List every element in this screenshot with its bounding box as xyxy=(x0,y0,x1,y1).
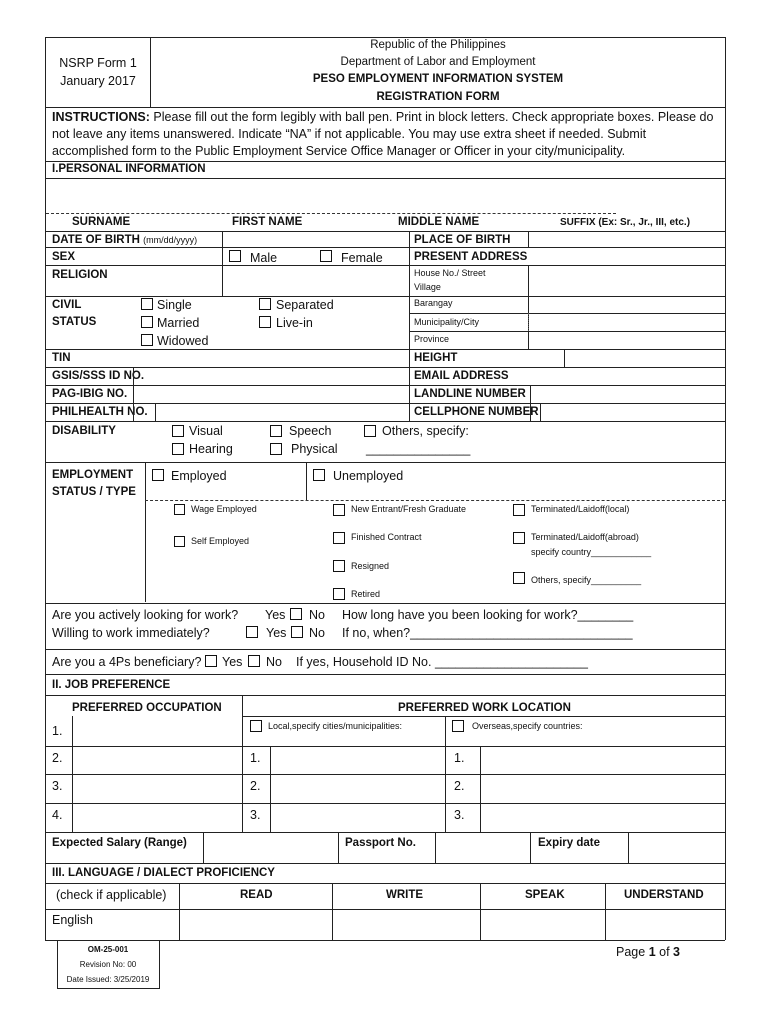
label-expected-salary: Expected Salary (Range) xyxy=(52,837,187,849)
checkbox-overseas[interactable] xyxy=(452,720,464,732)
system-heading: PESO EMPLOYMENT INFORMATION SYSTEM xyxy=(312,73,564,85)
checkbox-employed[interactable] xyxy=(152,469,164,481)
rule xyxy=(45,385,725,386)
question-if-no-when[interactable]: If no, when?________________________________ xyxy=(342,626,633,640)
label-married: Married xyxy=(157,316,200,330)
checkbox-self-employed[interactable] xyxy=(174,536,185,547)
page-total: 3 xyxy=(673,945,680,959)
checkbox-finished-contract[interactable] xyxy=(333,532,345,544)
label-unemployed: Unemployed xyxy=(333,469,404,483)
label-village: Village xyxy=(414,282,441,292)
occupation-row-4-number: 4. xyxy=(52,808,63,822)
rule xyxy=(45,746,725,747)
checkbox-hearing[interactable] xyxy=(172,443,184,455)
checkbox-married[interactable] xyxy=(141,316,153,328)
col-divider xyxy=(306,462,307,500)
label-landline: LANDLINE NUMBER xyxy=(414,388,526,400)
label-province: Province xyxy=(414,334,450,344)
label-present-address: PRESENT ADDRESS xyxy=(414,251,528,263)
overseas-row-1-number: 1. xyxy=(454,751,465,765)
checkbox-employment-others[interactable] xyxy=(513,572,525,584)
republic-heading: Republic of the Philippines xyxy=(370,39,506,51)
label-live-in: Live-in xyxy=(276,316,313,330)
header-speak: SPEAK xyxy=(525,889,565,901)
instructions-line2: not leave any items unanswered. Indicate “NA” if not applicable. You may use extra sheet if needed. Submit xyxy=(52,127,647,141)
label-religion: RELIGION xyxy=(52,269,108,281)
rule xyxy=(45,403,725,404)
checkbox-4ps-yes[interactable] xyxy=(205,655,217,667)
rule xyxy=(45,349,725,350)
label-dob-text: DATE OF BIRTH xyxy=(52,234,140,246)
header-write: WRITE xyxy=(386,889,424,901)
checkbox-local[interactable] xyxy=(250,720,262,732)
col-divider xyxy=(605,883,606,940)
rule xyxy=(45,367,725,368)
checkbox-live-in[interactable] xyxy=(259,316,271,328)
occupation-row-2-number: 2. xyxy=(52,751,63,765)
question-willing: Willing to work immediately? xyxy=(52,626,210,640)
rule xyxy=(45,231,725,232)
col-divider xyxy=(179,883,180,940)
col-divider xyxy=(528,265,529,349)
label-pag-ibig: PAG-IBIG NO. xyxy=(52,388,128,400)
rule xyxy=(45,178,725,179)
label-local: Local,specify cities/municipalities: xyxy=(268,721,403,731)
col-divider xyxy=(203,832,204,863)
checkbox-terminated-abroad[interactable] xyxy=(513,532,525,544)
label-self-employed: Self Employed xyxy=(191,536,250,546)
rule xyxy=(409,313,725,314)
name-fill-line xyxy=(46,213,616,214)
label-finished-contract: Finished Contract xyxy=(351,532,422,542)
checkbox-separated[interactable] xyxy=(259,298,271,310)
label-specify-country[interactable]: specify country____________ xyxy=(531,547,652,557)
date-issued: Date Issued: 3/25/2019 xyxy=(66,975,150,984)
checkbox-female[interactable] xyxy=(320,250,332,262)
header-read: READ xyxy=(240,889,273,901)
col-divider xyxy=(435,832,436,863)
label-house-no: House No./ Street xyxy=(414,268,486,278)
col-divider xyxy=(540,403,541,421)
checkbox-resigned[interactable] xyxy=(333,560,345,572)
col-divider xyxy=(480,883,481,940)
col-divider xyxy=(133,367,134,421)
occupation-row-3-number: 3. xyxy=(52,779,63,793)
label-check-if-applicable: (check if applicable) xyxy=(56,888,167,902)
dotted-divider xyxy=(528,313,529,331)
disability-others-line[interactable]: _______________ xyxy=(366,442,471,456)
rule xyxy=(45,247,725,248)
label-gsis-sss: GSIS/SSS ID NO. xyxy=(52,370,145,382)
label-first-name: FIRST NAME xyxy=(232,216,303,228)
rule xyxy=(45,462,725,463)
checkbox-male[interactable] xyxy=(229,250,241,262)
checkbox-new-entrant[interactable] xyxy=(333,504,345,516)
col-divider xyxy=(530,832,531,863)
col-divider xyxy=(270,746,271,832)
rule xyxy=(409,331,725,332)
label-passport: Passport No. xyxy=(345,837,416,849)
checkbox-retired[interactable] xyxy=(333,588,345,600)
household-id-field[interactable]: If yes, Household ID No. ______________________ xyxy=(296,655,588,669)
checkbox-4ps-no[interactable] xyxy=(248,655,260,667)
label-sex: SEX xyxy=(52,251,76,263)
rule xyxy=(45,909,725,910)
document-code: OM-25-001 xyxy=(87,945,129,954)
rule xyxy=(45,774,725,775)
rule xyxy=(45,265,725,266)
local-row-2-number: 2. xyxy=(250,779,261,793)
checkbox-willing-no[interactable] xyxy=(291,626,303,638)
local-row-3-number: 3. xyxy=(250,808,261,822)
col-divider xyxy=(480,746,481,832)
label-preferred-occupation: PREFERRED OCCUPATION xyxy=(72,702,222,714)
question-looking: Are you actively looking for work? xyxy=(52,608,239,622)
label-widowed: Widowed xyxy=(157,334,209,348)
language-row-english: English xyxy=(52,913,93,927)
col-divider xyxy=(222,231,223,296)
label-disability-others: Others, specify: xyxy=(382,424,469,438)
label-4ps-yes: Yes xyxy=(222,655,243,669)
checkbox-physical[interactable] xyxy=(270,443,282,455)
instructions-line1: Please fill out the form legibly with ball pen. Print in block letters. Check appropriate boxes. Please do xyxy=(153,110,714,124)
rule xyxy=(45,674,725,675)
label-retired: Retired xyxy=(351,589,381,599)
col-divider xyxy=(338,832,339,863)
label-disability: DISABILITY xyxy=(52,425,116,437)
rule xyxy=(45,296,725,297)
checkbox-terminated-local[interactable] xyxy=(513,504,525,516)
label-terminated-local: Terminated/Laidoff(local) xyxy=(531,504,630,514)
page-of: of xyxy=(659,945,670,959)
checkbox-willing-yes[interactable] xyxy=(246,626,258,638)
page-label: Page xyxy=(616,945,646,959)
form-number: NSRP Form 1 xyxy=(59,56,137,70)
label-employment: EMPLOYMENT xyxy=(52,469,134,481)
instructions xyxy=(52,111,713,124)
label-physical: Physical xyxy=(291,442,338,456)
label-status-type: STATUS / TYPE xyxy=(52,486,136,498)
question-4ps: Are you a 4Ps beneficiary? xyxy=(52,655,202,669)
label-resigned: Resigned xyxy=(351,561,390,571)
label-barangay: Barangay xyxy=(414,298,453,308)
col-divider xyxy=(332,883,333,940)
checkbox-unemployed[interactable] xyxy=(313,469,325,481)
rule xyxy=(45,695,725,696)
page-current: 1 xyxy=(648,945,656,959)
instructions-line3: accomplished form to the Public Employment Service Office Manager or Officer in your city/municipality. xyxy=(52,144,626,158)
label-overseas: Overseas,specify countries: xyxy=(472,721,583,731)
label-speech: Speech xyxy=(289,424,332,438)
col-divider xyxy=(628,832,629,863)
overseas-row-2-number: 2. xyxy=(454,779,465,793)
label-willing-yes: Yes xyxy=(266,626,287,640)
label-cellphone: CELLPHONE NUMBER xyxy=(414,406,539,418)
rule xyxy=(45,863,725,864)
rule xyxy=(45,832,725,833)
label-email: EMAIL ADDRESS xyxy=(414,370,509,382)
instructions-label: INSTRUCTIONS: xyxy=(52,110,150,124)
label-single: Single xyxy=(157,298,192,312)
label-wage-employed: Wage Employed xyxy=(191,504,257,514)
form-title: REGISTRATION FORM xyxy=(376,91,500,103)
label-separated: Separated xyxy=(276,298,334,312)
rule xyxy=(45,107,725,108)
section-personal-title: I.PERSONAL INFORMATION xyxy=(52,163,206,175)
label-middle-name: MIDDLE NAME xyxy=(398,216,480,228)
label-dob xyxy=(52,235,197,247)
label-visual: Visual xyxy=(189,424,223,438)
section-language-title: III. LANGUAGE / DIALECT PROFICIENCY xyxy=(52,867,275,879)
label-looking-no: No xyxy=(309,608,325,622)
label-tin: TIN xyxy=(52,352,71,364)
label-place-of-birth: PLACE OF BIRTH xyxy=(414,234,511,246)
department-heading: Department of Labor and Employment xyxy=(340,56,536,68)
frame-top xyxy=(45,37,725,38)
rule xyxy=(45,603,725,604)
question-how-long[interactable]: How long have you been looking for work?________ xyxy=(342,608,634,622)
label-civil: CIVIL xyxy=(52,299,82,311)
label-preferred-location: PREFERRED WORK LOCATION xyxy=(398,702,571,714)
rule xyxy=(45,803,725,804)
rule xyxy=(45,883,725,884)
label-willing-no: No xyxy=(309,626,325,640)
label-height: HEIGHT xyxy=(414,352,458,364)
col-divider xyxy=(145,462,146,602)
rule xyxy=(45,421,725,422)
col-divider xyxy=(564,349,565,367)
local-row-1-number: 1. xyxy=(250,751,261,765)
label-employed: Employed xyxy=(171,469,227,483)
label-female: Female xyxy=(341,251,383,265)
checkbox-disability-others[interactable] xyxy=(364,425,376,437)
label-surname: SURNAME xyxy=(72,216,131,228)
label-4ps-no: No xyxy=(266,655,282,669)
frame-right xyxy=(725,37,726,940)
col-divider xyxy=(409,349,410,421)
checkbox-visual[interactable] xyxy=(172,425,184,437)
label-employment-others[interactable]: Others, specify__________ xyxy=(531,575,642,585)
revision-number: Revision No: 00 xyxy=(79,960,137,969)
form-date: January 2017 xyxy=(60,74,136,88)
label-new-entrant: New Entrant/Fresh Graduate xyxy=(351,504,467,514)
checkbox-widowed[interactable] xyxy=(141,334,153,346)
label-dob-format: (mm/dd/yyyy) xyxy=(143,235,198,245)
label-hearing: Hearing xyxy=(189,442,233,456)
label-male: Male xyxy=(250,251,278,265)
label-municipality: Municipality/City xyxy=(414,317,480,327)
occupation-row-1-number: 1. xyxy=(52,724,63,738)
col-divider xyxy=(528,231,529,247)
label-suffix: SUFFIX (Ex: Sr., Jr., III, etc.) xyxy=(560,217,691,228)
rule xyxy=(242,716,725,717)
rule xyxy=(45,161,725,162)
checkbox-single[interactable] xyxy=(141,298,153,310)
employment-divider xyxy=(145,500,725,501)
label-status: STATUS xyxy=(52,316,97,328)
col-divider xyxy=(155,403,156,421)
label-expiry: Expiry date xyxy=(538,837,600,849)
page-number xyxy=(616,946,680,959)
section-job-title: II. JOB PREFERENCE xyxy=(52,679,171,691)
label-terminated-abroad: Terminated/Laidoff(abroad) xyxy=(531,532,639,542)
overseas-row-3-number: 3. xyxy=(454,808,465,822)
rule xyxy=(45,649,725,650)
checkbox-speech[interactable] xyxy=(270,425,282,437)
col-divider xyxy=(530,385,531,421)
label-looking-yes: Yes xyxy=(265,608,286,622)
checkbox-wage-employed[interactable] xyxy=(174,504,185,515)
header-understand: UNDERSTAND xyxy=(624,889,704,901)
frame-left xyxy=(45,37,46,940)
label-philhealth: PHILHEALTH NO. xyxy=(52,406,148,418)
checkbox-looking-yes[interactable] xyxy=(290,608,302,620)
